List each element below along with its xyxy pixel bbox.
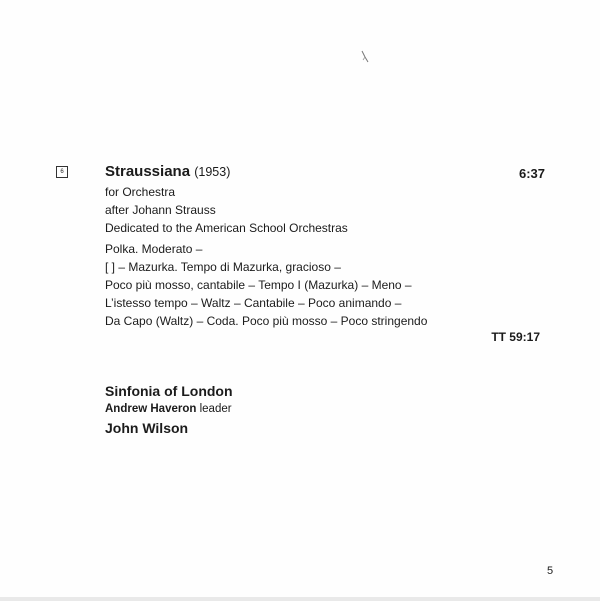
page-bottom-edge — [0, 597, 600, 601]
total-time: TT 59:17 — [491, 330, 540, 344]
performers-block — [105, 381, 405, 439]
orchestra-name: Sinfonia of London — [105, 383, 233, 399]
work-title: Straussiana — [105, 163, 191, 180]
work-detail-line: Dedicated to the American School Orchestras — [105, 221, 348, 235]
scan-speck-mark — [360, 50, 370, 64]
tempo-line: [ ] – Mazurka. Tempo di Mazurka, gracioso – — [105, 260, 341, 274]
page-number: 5 — [546, 565, 554, 577]
work-year: (1953) — [194, 165, 231, 179]
tempo-line: Da Capo (Waltz) – Coda. Poco più mosso – Poco stringendo — [105, 314, 428, 328]
tempo-line: Poco più mosso, cantabile – Tempo I (Mazurka) – Meno – — [105, 278, 412, 292]
work-detail-line: after Johann Strauss — [105, 203, 216, 217]
leader-name: Andrew Haveron — [105, 403, 197, 415]
leader-role: leader — [199, 403, 232, 415]
track-duration: 6:37 — [518, 166, 545, 181]
track-number-box: 6 — [56, 166, 68, 178]
work-detail-line: for Orchestra — [105, 185, 176, 199]
work-title-line — [105, 162, 545, 182]
tempo-line: L’istesso tempo – Waltz – Cantabile – Poco animando – — [105, 296, 402, 310]
leader-line — [105, 401, 405, 418]
tempo-line: Polka. Moderato – — [105, 242, 203, 256]
work-entry — [105, 162, 545, 330]
conductor-name: John Wilson — [105, 420, 189, 436]
